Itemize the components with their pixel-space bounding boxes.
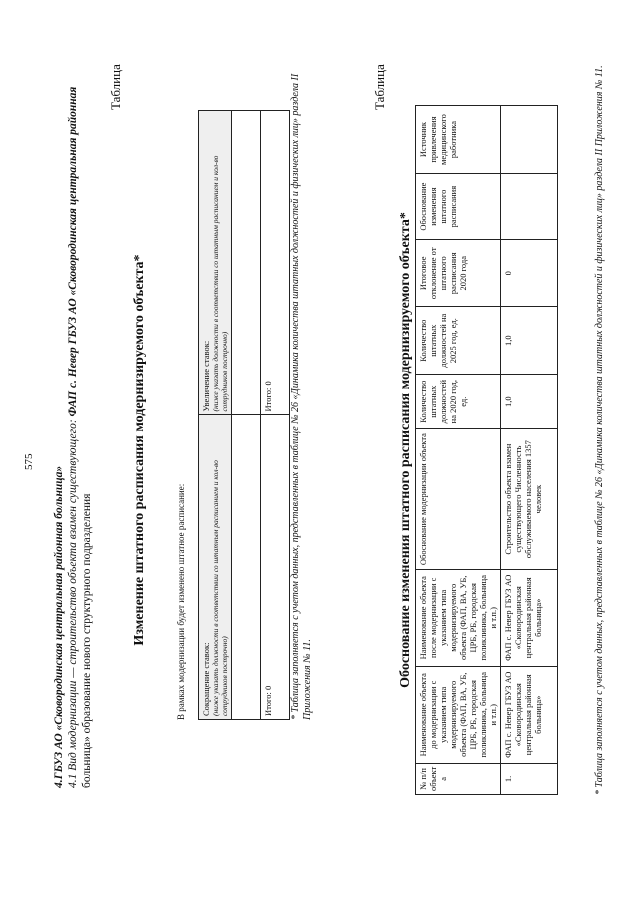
row-count-2020: 1,0 — [501, 374, 558, 429]
staffing-justification-table — [415, 105, 558, 795]
heading-line-1: 4.ГБУЗ АО «Сковородинская центральная районная больница» — [53, 465, 65, 788]
row-num: 1. — [501, 763, 558, 794]
header-before: Наименование объекта до модернизации с указанием типа модернизируемого объекта (ФАП, ВА, УБ, ЦРБ, РБ, городская поликлиника, больница и т.п.) — [416, 666, 501, 763]
table-header-row — [416, 106, 501, 795]
heading-line-2 — [66, 28, 80, 788]
increase-empty-row — [232, 111, 261, 416]
header-after: Наименование объекта после модернизации с указанием типа модернизируемого объекта (ФАП, ВА, УБ, ЦРБ, РБ, городская поликлиника, больница и т.п.) — [416, 569, 501, 666]
table-label-2: Таблица — [372, 64, 387, 110]
table-row — [501, 106, 558, 795]
staffing-change-table — [198, 110, 290, 720]
row-before: ФАП с. Невер ГБУЗ АО «Сковородинская центральная районная больница» — [501, 666, 558, 763]
staffing-change-intro: В рамках модернизации будет изменено штатное расписание: — [176, 483, 186, 720]
increase-note: (ниже указать должности в соответствии со штатным расписанием и кол-во сотрудников построчно) — [211, 155, 229, 412]
reduction-empty-row — [232, 415, 261, 720]
header-count-2025: Количество штатных должностей на 2025 год, ед. — [416, 307, 501, 374]
increase-header: Увеличение ставок: — [201, 340, 211, 412]
reduction-header: Сокращение ставок: — [201, 642, 211, 716]
row-source — [501, 106, 558, 174]
header-source: Источник привлечения медицинского работника — [416, 106, 501, 174]
header-count-2020: Количество штатных должностей на 2020 год, ед. — [416, 374, 501, 429]
reduction-cell — [199, 415, 232, 720]
header-reason: Обоснование модернизации объекта — [416, 429, 501, 569]
increase-total: Итого: 0 — [261, 111, 290, 416]
header-num: № п/п объект а — [416, 763, 501, 794]
row-justification — [501, 174, 558, 240]
reduction-note: (ниже указать должности в соответствии со штатным расписанием и кол-во сотрудников построчно) — [211, 460, 229, 716]
reduction-total: Итого: 0 — [261, 415, 290, 720]
staffing-change-title: Изменение штатного расписания модернизируемого объекта* — [132, 254, 147, 646]
table-label-1: Таблица — [108, 64, 123, 110]
staffing-justification-title: Обоснование изменения штатного расписания модернизируемого объекта* — [398, 212, 413, 688]
row-after: ФАП с. Невер ГБУЗ АО «Сковородинская центральная районная больница» — [501, 569, 558, 666]
increase-cell — [199, 111, 232, 416]
page-number: 575 — [23, 453, 35, 470]
heading-line-2-prefix: 4.1 Вид модернизации — строительство объекта взамен существующего: — [67, 416, 79, 788]
heading-line-3: больница» образование нового структурного подразделения — [81, 493, 93, 788]
section-heading — [52, 28, 94, 788]
rotated-page — [20, 20, 620, 880]
footnote-1: * Таблица заполняется с учетом данных, представленных в таблице № 26 «Динамика количества штатных должностей и физических лиц» раздела II Приложения № 11. — [290, 73, 313, 720]
footnote-2: * Таблица заполняется с учетом данных, представленных в таблице № 26 «Динамика количества штатных должностей и физических лиц» раздела II Приложения № 11. — [594, 65, 605, 795]
header-deviation: Итоговое отклонение от штатного расписания 2020 года — [416, 240, 501, 307]
row-reason: Строительство объекта взамен существующего Численность обслуживаемого населения 1357 человек — [501, 429, 558, 569]
row-deviation: 0 — [501, 240, 558, 307]
row-count-2025: 1,0 — [501, 307, 558, 374]
header-justification: Обоснование изменения штатного расписания — [416, 174, 501, 240]
heading-line-2-object: ФАП с. Невер ГБУЗ АО «Сковородинская центральная районная — [67, 86, 79, 417]
